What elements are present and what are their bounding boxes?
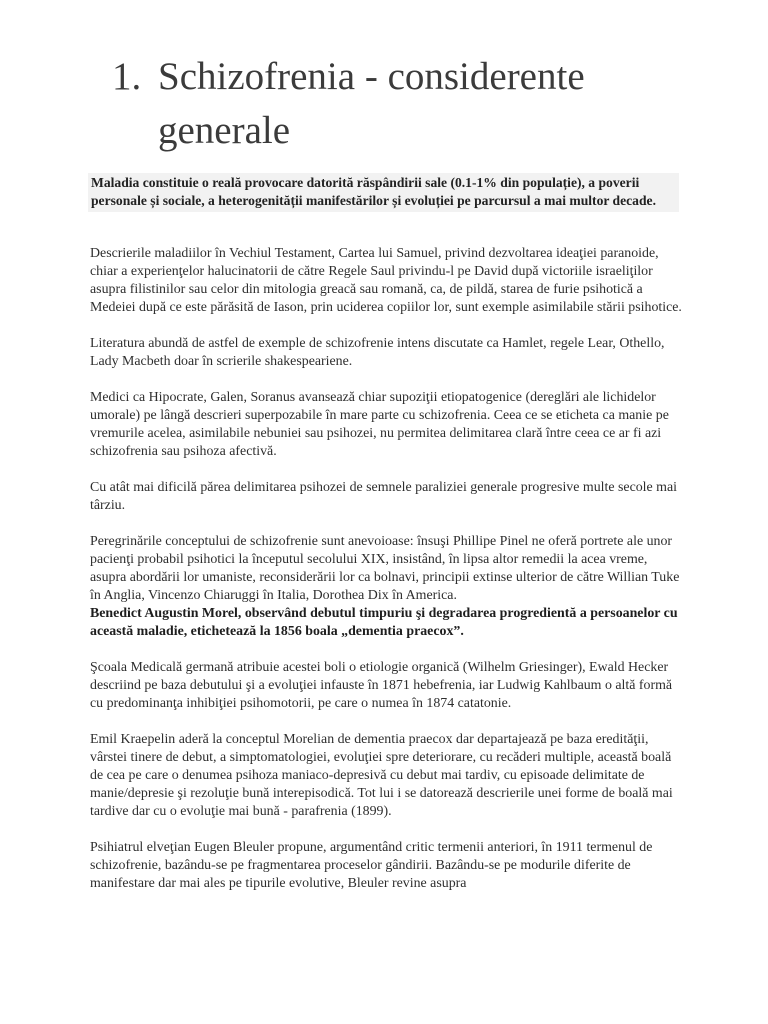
section-number: 1. <box>112 55 142 98</box>
paragraph-3: Medici ca Hipocrate, Galen, Soranus avansează chiar supoziţii etiopatogenice (dereglări ale lichidelor umorale) pe lângă descrieri superpozabile în mare parte cu schizofrenia. Ceea ce se eticheta ca manie pe vremurile acelea, asimilabile nebuniei sau psihozei, nu permitea delimitarea clară între ceea ce ar fi azi schizofrenia sau psihoza afectivă. <box>90 390 669 459</box>
section-heading <box>112 50 712 158</box>
paragraph-2: Literatura abundă de astfel de exemple de schizofrenie intens discutate ca Hamlet, regele Lear, Othello, Lady Macbeth doar în scrierile shakespeariene. <box>90 336 665 369</box>
paragraph-5: Peregrinările conceptului de schizofrenie sunt anevoioase: însuşi Phillipe Pinel ne oferă portrete ale unor pacienţi probabil psihotici la începutul secolului XIX, insistând, în lipsa altor remedii la acea vreme, asupra abordării lor umaniste, reconsiderării lor ca bolnavi, principii extinse ulterior de către Willian Tuke în Anglia, Vincenzo Chiaruggi în Italia, Dorothea Dix în America. Benedict Augustin Morel, observând debutul timpuriu şi degradarea progredientă a persoanelor cu această maladie, etichetează la 1856 boala „dementia praecox”. <box>90 534 680 639</box>
intro-highlight: Maladia constituie o reală provocare datorită răspândirii sale (0.1-1% din populație), a poverii personale și sociale, a heterogenității manifestărilor și evoluției pe parcursul a mai multor decade. <box>88 173 679 212</box>
paragraph-7: Emil Kraepelin aderă la conceptul Morelian de dementia praecox dar departajează pe baza eredităţii, vârstei tinere de debut, a simptomatologiei, evoluţiei spre deteriorare, cu recăderi multiple, această boală de cea pe care o denumea psihoza maniaco-depresivă cu debut mai tardiv, cu episoade delimitate de manie/depresie şi rezoluţie bună interepisodică. Tot lui i se datorează descrierile unei forme de boală mai tardive dar cu o evoluţie mai bună - parafrenia (1899). <box>90 732 673 819</box>
document-body <box>90 245 682 911</box>
paragraph-6: Şcoala Medicală germană atribuie acestei boli o etiologie organică (Wilhelm Griesinger), Ewald Hecker descriind pe baza debutului şi a evoluţiei infauste în 1871 hebefrenia, iar Ludwig Kahlbaum o altă formă cu predominanţa inhibiţiei psihomotorii, pe care o numea în 1874 catatonie. <box>90 660 673 711</box>
paragraph-4: Cu atât mai dificilă părea delimitarea psihozei de semnele paraliziei generale progresive multe secole mai târziu. <box>90 480 678 513</box>
paragraph-5-bold: Benedict Augustin Morel, observând debutul timpuriu şi degradarea progredientă a persoanelor cu această maladie, etichetează la 1856 boala „dementia praecox”. <box>90 606 678 639</box>
section-title: Schizofrenia - considerente generale <box>158 55 585 152</box>
paragraph-1: Descrierile maladiilor în Vechiul Testament, Cartea lui Samuel, privind dezvoltarea ideaţiei paranoide, chiar a experienţelor halucinatorii de către Regele Saul privindu-l pe David după victoriile israeliţilor asupra filistinilor sau celor din mitologia greacă sau romană, ca, de pildă, starea de furie psihotică a Medeiei după ce este părăsită de Iason, prin uciderea copiilor lor, sunt exemple asimilabile stării psihotice. <box>90 246 682 315</box>
paragraph-8: Psihiatrul elveţian Eugen Bleuler propune, argumentând critic termenii anteriori, în 1911 termenul de schizofrenie, bazându-se pe fragmentarea proceselor gândirii. Bazându-se pe modurile diferite de manifestare dar mai ales pe tipurile evolutive, Bleuler revine asupra <box>90 840 653 891</box>
